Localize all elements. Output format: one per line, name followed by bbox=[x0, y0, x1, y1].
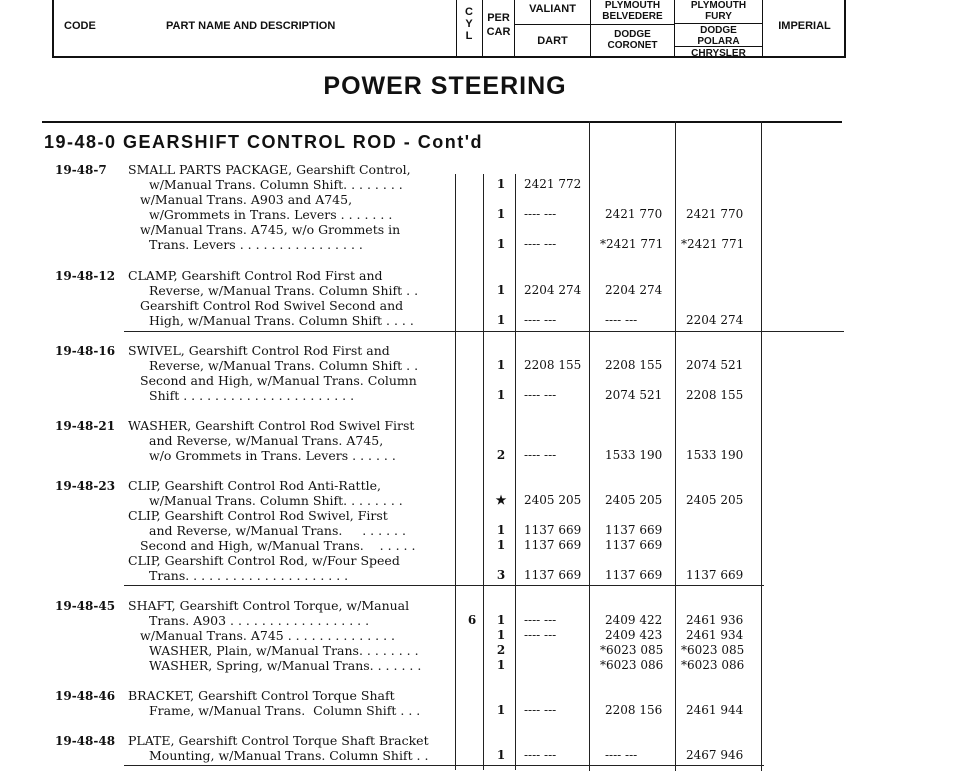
part-number: *6023 086 bbox=[600, 658, 664, 672]
part-description: Frame, w/Manual Trans. Column Shift . . . bbox=[149, 703, 421, 718]
part-description: CLIP, Gearshift Control Rod Swivel, First bbox=[128, 508, 388, 523]
part-number: 1137 669 bbox=[524, 538, 582, 552]
part-number: *6023 085 bbox=[600, 643, 664, 657]
part-number: 2409 423 bbox=[605, 628, 663, 642]
part-description: Reverse, w/Manual Trans. Column Shift . . bbox=[149, 358, 419, 373]
row-rule bbox=[124, 765, 764, 766]
part-description: w/Manual Trans. Column Shift. . . . . . . . bbox=[149, 493, 403, 508]
header-imperial: IMPERIAL bbox=[778, 20, 831, 32]
quantity-per-car: ★ bbox=[495, 493, 507, 507]
part-number: 2208 155 bbox=[605, 358, 663, 372]
quantity-per-car: 1 bbox=[496, 628, 506, 642]
part-description: and Reverse, w/Manual Trans. . . . . . . bbox=[149, 523, 406, 538]
header-belvedere: BELVEDERE bbox=[602, 11, 663, 22]
part-description: CLIP, Gearshift Control Rod Anti-Rattle, bbox=[128, 478, 381, 493]
part-description: w/o Grommets in Trans. Levers . . . . . . bbox=[149, 448, 396, 463]
part-description: WASHER, Plain, w/Manual Trans. . . . . . . . bbox=[149, 643, 419, 658]
quantity-per-car: 1 bbox=[496, 388, 506, 402]
part-code: 19-48-46 bbox=[55, 689, 116, 703]
part-number: 2421 770 bbox=[686, 207, 744, 221]
header-dart: DART bbox=[537, 35, 568, 47]
part-code: 19-48-21 bbox=[55, 419, 116, 433]
part-number: 1137 669 bbox=[686, 568, 744, 582]
quantity-per-car: 2 bbox=[496, 643, 506, 657]
header-cyl-l: L bbox=[465, 30, 473, 42]
part-number: 2204 274 bbox=[686, 313, 744, 327]
part-code: 19-48-23 bbox=[55, 479, 116, 493]
quantity-per-car: 1 bbox=[496, 703, 506, 717]
part-description: High, w/Manual Trans. Column Shift . . . . bbox=[149, 313, 414, 328]
column-rule bbox=[761, 121, 762, 771]
part-description: WASHER, Gearshift Control Rod Swivel First bbox=[128, 418, 415, 433]
part-number: ---- --- bbox=[524, 703, 557, 717]
part-number: *6023 085 bbox=[681, 643, 745, 657]
part-number: ---- --- bbox=[524, 207, 557, 221]
column-rule bbox=[455, 174, 456, 770]
header-coronet: CORONET bbox=[607, 40, 658, 51]
quantity-per-car: 1 bbox=[496, 613, 506, 627]
quantity-per-car: 1 bbox=[496, 177, 506, 191]
part-number: 2208 155 bbox=[686, 388, 744, 402]
column-rule bbox=[675, 121, 676, 771]
part-description: Shift . . . . . . . . . . . . . . . . . . . . . . bbox=[149, 388, 355, 403]
header-cyl-c: C bbox=[465, 6, 473, 18]
quantity-per-car: 3 bbox=[496, 568, 506, 582]
part-number: ---- --- bbox=[524, 237, 557, 251]
header-plymouth-2: PLYMOUTH bbox=[690, 0, 747, 11]
column-header bbox=[52, 0, 846, 58]
row-rule bbox=[124, 585, 764, 586]
cylinder-count: 6 bbox=[467, 613, 477, 627]
part-number: 2074 521 bbox=[605, 388, 663, 402]
part-number: 2461 934 bbox=[686, 628, 744, 642]
header-valiant: VALIANT bbox=[529, 3, 576, 15]
part-number: 1137 669 bbox=[605, 568, 663, 582]
part-description: Mounting, w/Manual Trans. Column Shift . . bbox=[149, 748, 429, 763]
part-description: Trans. . . . . . . . . . . . . . . . . . . . . bbox=[149, 568, 349, 583]
part-number: 2204 274 bbox=[605, 283, 663, 297]
part-number: 1137 669 bbox=[605, 523, 663, 537]
part-number: ---- --- bbox=[524, 748, 557, 762]
part-number: *2421 771 bbox=[681, 237, 745, 251]
header-car: CAR bbox=[486, 26, 511, 38]
part-description: Trans. A903 . . . . . . . . . . . . . . . . . . bbox=[149, 613, 370, 628]
section-title: 19-48-0 GEARSHIFT CONTROL ROD - Cont'd bbox=[44, 132, 483, 152]
part-description: CLIP, Gearshift Control Rod, w/Four Speed bbox=[128, 553, 400, 568]
part-code: 19-48-48 bbox=[55, 734, 116, 748]
part-number: 2208 156 bbox=[605, 703, 663, 717]
row-rule bbox=[124, 331, 844, 332]
part-description: w/Manual Trans. A903 and A745, bbox=[140, 192, 353, 207]
part-description: SHAFT, Gearshift Control Torque, w/Manual bbox=[128, 598, 410, 613]
part-number: 1533 190 bbox=[686, 448, 744, 462]
quantity-per-car: 1 bbox=[496, 237, 506, 251]
header-divider bbox=[590, 24, 674, 25]
part-description: CLAMP, Gearshift Control Rod First and bbox=[128, 268, 383, 283]
part-description: w/Manual Trans. A745 . . . . . . . . . . . . . . bbox=[140, 628, 396, 643]
quantity-per-car: 1 bbox=[496, 358, 506, 372]
quantity-per-car: 1 bbox=[496, 748, 506, 762]
part-number: 2461 944 bbox=[686, 703, 744, 717]
part-description: PLATE, Gearshift Control Torque Shaft Bracket bbox=[128, 733, 429, 748]
header-part-name: PART NAME AND DESCRIPTION bbox=[166, 20, 336, 32]
part-number: 2405 205 bbox=[605, 493, 663, 507]
part-number: 2204 274 bbox=[524, 283, 582, 297]
header-plymouth: PLYMOUTH bbox=[604, 0, 661, 11]
part-description: BRACKET, Gearshift Control Torque Shaft bbox=[128, 688, 395, 703]
quantity-per-car: 1 bbox=[496, 523, 506, 537]
part-code: 19-48-12 bbox=[55, 269, 116, 283]
part-description: Trans. Levers . . . . . . . . . . . . . . . . bbox=[149, 237, 363, 252]
part-number: 2208 155 bbox=[524, 358, 582, 372]
quantity-per-car: 2 bbox=[496, 448, 506, 462]
part-number: ---- --- bbox=[524, 313, 557, 327]
header-chrysler: CHRYSLER bbox=[691, 48, 746, 59]
part-number: 2405 205 bbox=[686, 493, 744, 507]
quantity-per-car: 1 bbox=[496, 313, 506, 327]
page-title: POWER STEERING bbox=[323, 72, 567, 100]
header-divider bbox=[674, 23, 762, 24]
header-divider bbox=[456, 0, 457, 56]
quantity-per-car: 1 bbox=[496, 658, 506, 672]
header-code: CODE bbox=[64, 20, 96, 32]
part-number: 2409 422 bbox=[605, 613, 663, 627]
column-rule bbox=[483, 174, 484, 770]
part-number: 2467 946 bbox=[686, 748, 744, 762]
part-description: Second and High, w/Manual Trans. . . . . . bbox=[140, 538, 416, 553]
part-number: ---- --- bbox=[605, 748, 638, 762]
part-number: 1137 669 bbox=[605, 538, 663, 552]
part-code: 19-48-16 bbox=[55, 344, 116, 358]
part-number: ---- --- bbox=[524, 388, 557, 402]
part-description: Second and High, w/Manual Trans. Column bbox=[140, 373, 417, 388]
header-cyl-y: Y bbox=[465, 18, 473, 30]
part-number: ---- --- bbox=[605, 313, 638, 327]
part-number: *2421 771 bbox=[600, 237, 664, 251]
part-code: 19-48-45 bbox=[55, 599, 116, 613]
part-number: 2074 521 bbox=[686, 358, 744, 372]
part-number: 1137 669 bbox=[524, 568, 582, 582]
part-number: 2461 936 bbox=[686, 613, 744, 627]
part-number: ---- --- bbox=[524, 448, 557, 462]
part-number: 1137 669 bbox=[524, 523, 582, 537]
section-rule bbox=[42, 121, 842, 123]
header-fury: FURY bbox=[705, 11, 732, 22]
part-number: *6023 086 bbox=[681, 658, 745, 672]
column-rule bbox=[515, 174, 516, 770]
quantity-per-car: 1 bbox=[496, 207, 506, 221]
header-per: PER bbox=[487, 12, 510, 24]
part-description: WASHER, Spring, w/Manual Trans. . . . . . . bbox=[149, 658, 422, 673]
part-description: SWIVEL, Gearshift Control Rod First and bbox=[128, 343, 390, 358]
column-rule bbox=[589, 121, 590, 771]
part-description: Reverse, w/Manual Trans. Column Shift . . bbox=[149, 283, 419, 298]
part-number: 1533 190 bbox=[605, 448, 663, 462]
part-description: SMALL PARTS PACKAGE, Gearshift Control, bbox=[128, 162, 411, 177]
part-code: 19-48-7 bbox=[55, 163, 107, 177]
quantity-per-car: 1 bbox=[496, 283, 506, 297]
part-number: 2421 770 bbox=[605, 207, 663, 221]
part-description: w/Grommets in Trans. Levers . . . . . . . bbox=[149, 207, 393, 222]
header-divider bbox=[514, 24, 590, 25]
part-number: ---- --- bbox=[524, 628, 557, 642]
header-polara: POLARA bbox=[697, 36, 740, 47]
part-description: and Reverse, w/Manual Trans. A745, bbox=[149, 433, 384, 448]
header-dodge: DODGE bbox=[614, 29, 651, 40]
part-description: Gearshift Control Rod Swivel Second and bbox=[140, 298, 404, 313]
part-number: 2421 772 bbox=[524, 177, 582, 191]
part-description: w/Manual Trans. A745, w/o Grommets in bbox=[140, 222, 401, 237]
part-number: 2405 205 bbox=[524, 493, 582, 507]
quantity-per-car: 1 bbox=[496, 538, 506, 552]
part-description: w/Manual Trans. Column Shift. . . . . . . . bbox=[149, 177, 403, 192]
header-dodge-2: DODGE bbox=[700, 25, 737, 36]
part-number: ---- --- bbox=[524, 613, 557, 627]
